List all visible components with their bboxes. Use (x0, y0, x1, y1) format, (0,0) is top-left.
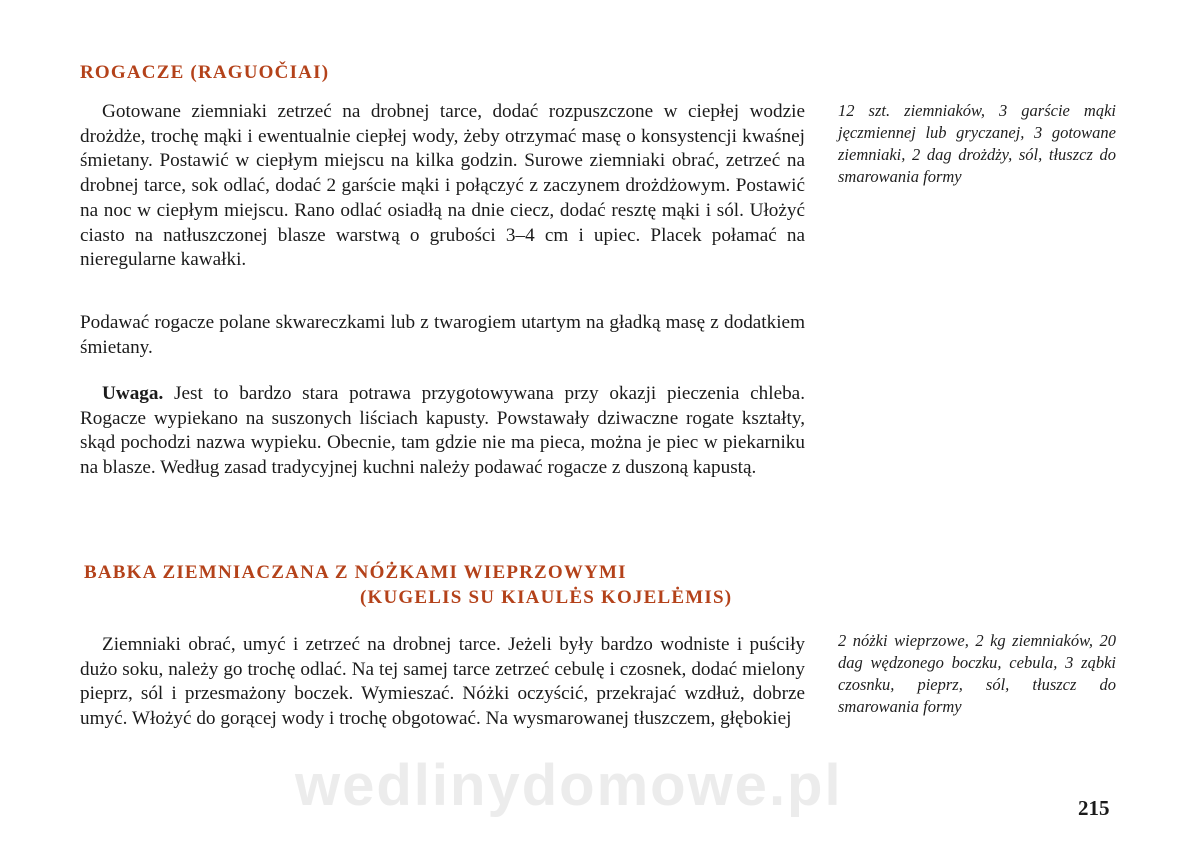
recipe-title-babka: BABKA ZIEMNIACZANA Z NÓŻKAMI WIEPRZOWYMI (84, 562, 627, 583)
page-number: 215 (1078, 796, 1110, 820)
babka-ingredients: 2 nóżki wieprzowe, 2 kg ziemniaków, 20 dag wędzonego boczku, cebula, 3 ząbki czosnku, pieprz, sól, tłuszcz do smarowania formy (838, 631, 1116, 716)
rogacze-ingredients: 12 szt. ziemniaków, 3 garście mąki jęczmiennej lub gryczanej, 3 gotowane ziemniaki, 2 dag drożdży, sól, tłuszcz do smarowania formy (838, 101, 1116, 186)
rogacze-instructions: Gotowane ziemniaki zetrzeć na drobnej tarce, dodać rozpuszczone w ciepłej wodzie drożdże, trochę mąki i ewentualnie ciepłej wody, żeby otrzymać masę o konsystencji kwaśnej śmietany. Postawić w ciepłym miejscu na kilka godzin. Surowe ziemniaki obrać, zetrzeć na drobnej tarce, sok odlać, dodać 2 garście mąki i połączyć z zaczynem drożdżowym. Postawić na noc w ciepłym miejscu. Rano odlać osiadłą na dnie ciecz, dodać resztę mąki i sól. Ułożyć ciasto na natłuszczonej blasze warstwą o grubości 3–4 cm i upiec. Placek połamać na nieregularne kawałki. (80, 101, 805, 271)
recipe-title-rogacze: ROGACZE (RAGUOČIAI) (80, 62, 330, 83)
note-label: Uwaga. (102, 383, 164, 404)
watermark: wedlinydomowe.pl (295, 753, 843, 818)
rogacze-note (80, 382, 805, 481)
babka-instructions: Ziemniaki obrać, umyć i zetrzeć na drobnej tarce. Jeżeli były bardzo wodniste i puściły dużo soku, należy go trochę odlać. Na tej samej tarce zetrzeć cebulę i czosnek, dodać mielony pieprz, sól i przesmażony boczek. Wymieszać. Nóżki oczyścić, przekrajać wzdłuż, dobrze umyć. Włożyć do gorącej wody i trochę obgotować. Na wysmarowanej tłuszczem, głębokiej (80, 634, 805, 730)
rogacze-serving: Podawać rogacze polane skwareczkami lub z twarogiem utartym na gładką masę z dodatkiem śmietany. (80, 312, 805, 358)
note-text: Jest to bardzo stara potrawa przygotowywana przy okazji pieczenia chleba. Rogacze wypiekano na suszonych liściach kapusty. Powstawały dziwaczne rogate kształty, skąd pochodzi nazwa wypieku. Obecnie, tam gdzie nie ma pieca, można je piec w piekarniku na blasze. Według zasad tradycyjnej kuchni należy podawać rogacze z duszoną kapustą. (80, 383, 805, 479)
recipe-title-babka-lithuanian: (KUGELIS SU KIAULĖS KOJELĖMIS) (360, 587, 733, 608)
